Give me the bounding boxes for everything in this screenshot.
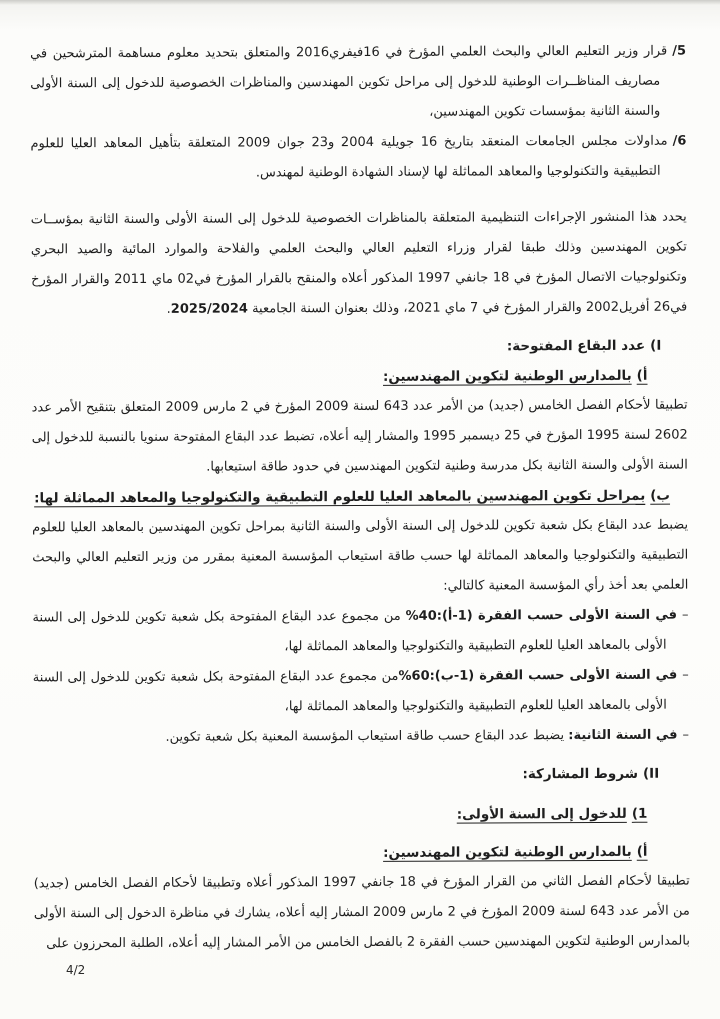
- bullet-rest-text: من مجموع عدد البقاع المفتوحة بكل شعبة تكوين للدخول إلى السنة الأولى بالمعاهد العليا للعلوم التطبيقية والتكنولوجيا والمعاهد المماثلة لها،: [32, 608, 667, 655]
- numbered-item-6: [30, 127, 686, 190]
- bullet-bold-text: في السنة الأولى حسب الفقرة (1-أ):40%: [405, 607, 678, 624]
- section-2-marker: II): [642, 765, 660, 782]
- section-2-sub1-heading: [33, 799, 647, 832]
- bullet-dash: –: [682, 667, 689, 683]
- item-6-number: 6/: [672, 133, 687, 149]
- section-1b-heading: [32, 481, 670, 514]
- section-2-sub1-marker: 1): [631, 805, 648, 822]
- section-1a-title: بالمدارس الوطنية لتكوين المهندسين:: [382, 367, 632, 385]
- item-5-text: قرار وزير التعليم العالي والبحث العلمي المؤرخ في 16فيفري2016 والمتعلق بتحديد معلوم مساهمة المترشحين في مصاريف المناظــرات الوطنية للدخول إلى مراحل تكوين المهندسين والمناظرات الخصوصية للدخول إلى السنة الأولى والسنة الثانية بمؤسسات تكوين المهندسين،: [30, 43, 668, 120]
- numbered-item-5: [30, 37, 686, 130]
- section-1-marker: I): [650, 337, 662, 354]
- section-1a-paragraph: تطبيقا لأحكام الفصل الخامس (جديد) من الأمر عدد 643 لسنة 2009 المؤرخ في 2 مارس 2009 المتعلق بتنقيح الأمر عدد 2602 لسنة 1995 المؤرخ في 25 ديسمبر 1995 والمشار إليه أعلاه، تضبط عدد البقاع المفتوحة سنويا بالنسبة للدخول إلى السنة الأولى والسنة الثانية بكل مدرسة وطنية لتكوين المهندسين في حدود طاقة استيعابها.: [31, 397, 688, 475]
- bullet-rest-text: يضبط عدد البقاع حسب طاقة استيعاب المؤسسة المعنية بكل شعبة تكوين.: [165, 728, 569, 745]
- section-2a-heading: [33, 837, 647, 870]
- document-content: [30, 37, 690, 960]
- section-2a-paragraph: تطبيقا لأحكام الفصل الثاني من القرار المؤرخ في 18 جانفي 1997 المذكور أعلاه وتطبيقا لأحكام الفصل الخامس (جديد) من الأمر عدد 643 لسنة 2009 المؤرخ في 2 مارس 2009 المشار إليه أعلاه، يشارك في مناظرة الدخول إلى السنة الأولى بالمدارس الوطنية لتكوين المهندسين حسب الفقرة 2 بالفصل الخامس من الأمر المشار إليه أعلاه، الطلبة المحرزون على: [33, 873, 690, 952]
- bullet-dash: –: [682, 727, 690, 743]
- bullet-quota-40: [32, 601, 688, 664]
- section-1a-marker: أ): [636, 367, 648, 384]
- intro-text: يحدد هذا المنشور الإجراءات التنظيمية المتعلقة بالمناظرات الخصوصية للدخول إلى السنة الأولى والسنة الثانية بمؤســات تكوين المهندسين وذلك طبقا لقرار وزراء التعليم العالي والبحث العلمي والفلاحة والموارد المائية والصيد البحري وتكنولوجيات الاتصال المؤرخ في 18 جانفي 1997 المذكور أعلاه والمنقح بالقرار المؤرخ في02 ماي 2011 والقرار المؤرخ في26 أفريل2002 والقرار المؤرخ في 7 ماي 2021، وذلك بعنوان السنة الجامعية: [30, 209, 688, 317]
- item-5-number: 5/: [672, 43, 687, 59]
- section-1-title: عدد البقاع المفتوحة:: [506, 337, 646, 355]
- bullet-dash: –: [682, 607, 689, 623]
- section-1a-heading: [31, 361, 647, 394]
- section-1-heading: [31, 331, 661, 364]
- page-number: 4/2: [66, 963, 86, 977]
- section-2-heading: [33, 759, 659, 792]
- intro-paragraph: [31, 203, 688, 326]
- section-2a-title: بالمدارس الوطنية لتكوين المهندسين:: [383, 843, 632, 861]
- scan-edge-artifact: [0, 0, 720, 5]
- section-2-sub1-title: للدخول إلى السنة الأولى:: [456, 805, 627, 823]
- section-2a-marker: أ): [636, 843, 648, 860]
- section-1b-title: بمراحل تكوين المهندسين بالمعاهد العليا للعلوم التطبيقية والتكنولوجيا والمعاهد المماثلة لها:: [34, 487, 646, 507]
- bullet-second-year: [33, 721, 689, 754]
- bullet-rest-text: من مجموع عدد البقاع المفتوحة بكل شعبة تكوين للدخول إلى السنة الأولى بالمعاهد العليا للعلوم التطبيقية والتكنولوجيا والمعاهد المماثلة لها،: [32, 668, 667, 715]
- bullet-bold-text: في السنة الثانية:: [568, 727, 678, 744]
- section-2-title: شروط المشاركة:: [522, 765, 639, 783]
- section-1b-paragraph: يضبط عدد البقاع بكل شعبة تكوين للدخول إلى السنة الأولى والسنة الثانية بمراحل تكوين المهندسين بالمعاهد العليا للعلوم التطبيقية والتكنولوجيا والمعاهد المماثلة لها حسب طاقة استيعاب المؤسسة المعنية بمقرر من وزير التعليم العالي والبحث العلمي بعد أخذ رأي المؤسسة المعنية كالتالي:: [32, 517, 689, 594]
- bullet-quota-60: [33, 661, 689, 724]
- item-6-text: مداولات مجلس الجامعات المنعقد بتاريخ 16 جويلية 2004 و23 جوان 2009 المتعلقة بتأهيل المعاهد العليا للعلوم التطبيقية والتكنولوجيا والمعاهد المماثلة لها لإسناد الشهادة الوطنية لمهندس.: [30, 133, 668, 181]
- intro-period: .: [166, 301, 171, 317]
- bullet-bold-text: في السنة الأولى حسب الفقرة (1-ب):60%: [398, 667, 678, 684]
- academic-year-bold: 2025/2024: [170, 301, 248, 317]
- section-1b-marker: ب): [650, 487, 671, 504]
